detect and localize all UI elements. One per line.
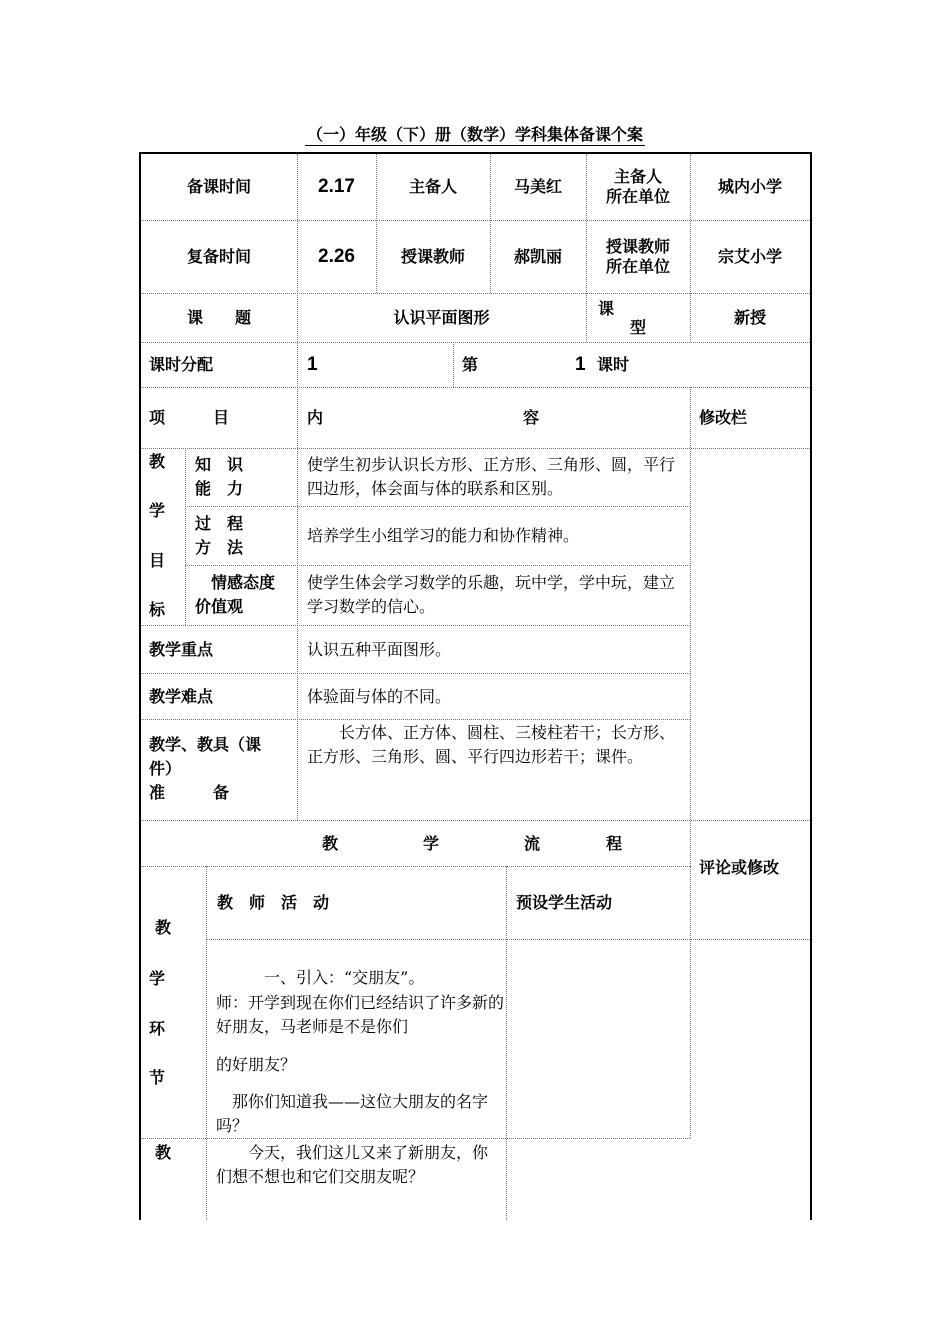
flow-side-1: 教 [155, 918, 172, 937]
tools-text: 长方体、正方体、圆柱、三棱柱若干；长方形、正方形、三角形、圆、平行四边形若干；课件。 [307, 723, 676, 766]
intro-heading: 一、引入：“交朋友”。 [216, 968, 425, 987]
next-paragraph: 今天，我们这儿又来了新朋友，你们想不想也和它们交朋友呢？ [216, 1143, 489, 1186]
lesson-suffix: 课时 [597, 354, 630, 374]
content-label-1: 内 [307, 408, 324, 427]
intro-paragraph-1: 师：开学到现在你们已经结识了许多新的好朋友，马老师是不是你们 [216, 993, 505, 1036]
item-label: 项 目 [149, 408, 230, 427]
flow-side-2: 学 [149, 969, 166, 988]
objectives-side-1: 教 [149, 452, 166, 471]
next-side-label: 教 [155, 1143, 172, 1162]
difficulty-label: 教学难点 [149, 686, 214, 706]
document-title: （一）年级（下）册（数学）学科集体备课个案 [306, 125, 643, 144]
teacher-unit-value: 宗艾小学 [717, 246, 782, 266]
main-unit-value: 城内小学 [717, 177, 782, 196]
intro-paragraph-2: 的好朋友？ [216, 1055, 297, 1074]
review-time-label: 复备时间 [186, 246, 251, 266]
key-point-text: 认识五种平面图形。 [307, 639, 452, 659]
type-label-1: 课 [598, 299, 615, 318]
knowledge-label: 知 识 能 力 [195, 455, 244, 498]
process-text: 培养学生小组学习的能力和协作精神。 [307, 526, 580, 545]
review-time-value: 2.26 [318, 245, 355, 267]
type-label-2: 型 [630, 318, 647, 337]
hours-value: 1 [307, 353, 318, 375]
comment-column-label: 评论或修改 [699, 858, 780, 877]
key-point-label: 教学重点 [149, 639, 214, 659]
flow-title-1: 教 [322, 834, 339, 853]
flow-title-2: 学 [423, 834, 440, 853]
prep-time-value: 2.17 [318, 176, 355, 197]
topic-label: 课 题 [186, 307, 251, 327]
main-unit-label: 主备人 所在单位 [605, 167, 670, 206]
lesson-number: 1 [575, 353, 586, 375]
flow-side-4: 节 [149, 1068, 166, 1087]
main-preparer-value: 马美红 [513, 177, 562, 196]
lesson-prefix: 第 [462, 354, 479, 374]
main-preparer-label: 主备人 [408, 177, 457, 196]
teacher-value: 郝凯丽 [513, 246, 562, 266]
hours-label: 课时分配 [149, 354, 214, 374]
process-label: 过 程 方 法 [195, 514, 244, 557]
flow-title-3: 流 [524, 834, 541, 853]
flow-title-4: 程 [606, 834, 623, 853]
content-label-2: 容 [523, 408, 540, 427]
revise-column-label: 修改栏 [699, 408, 748, 427]
objectives-side-2: 学 [149, 501, 166, 520]
difficulty-text: 体验面与体的不同。 [307, 686, 452, 706]
type-value: 新授 [733, 307, 766, 327]
teacher-label: 授课教师 [400, 246, 465, 266]
tools-label: 教学、教具（课件） 准 备 [149, 735, 262, 802]
teacher-activity-label: 教 师 活 动 [217, 893, 330, 912]
emotion-text: 使学生体会学习数学的乐趣，玩中学，学中玩，建立学习数学的信心。 [307, 573, 676, 616]
teacher-unit-label: 授课教师 所在单位 [605, 236, 670, 276]
prep-time-label: 备课时间 [186, 177, 251, 196]
intro-paragraph-3: 那你们知道我——这位大朋友的名字吗？ [216, 1092, 489, 1135]
knowledge-text: 使学生初步认识长方形、正方形、三角形、圆，平行四边形，体会面与体的联系和区别。 [307, 455, 676, 498]
topic-value: 认识平面图形 [393, 307, 490, 327]
objectives-side-3: 目 [149, 551, 166, 570]
emotion-label: 情感态度 价值观 [195, 573, 276, 616]
objectives-side-4: 标 [149, 600, 166, 619]
flow-side-3: 环 [149, 1019, 166, 1038]
table-border-right [810, 152, 812, 1220]
student-activity-label: 预设学生活动 [516, 893, 613, 912]
